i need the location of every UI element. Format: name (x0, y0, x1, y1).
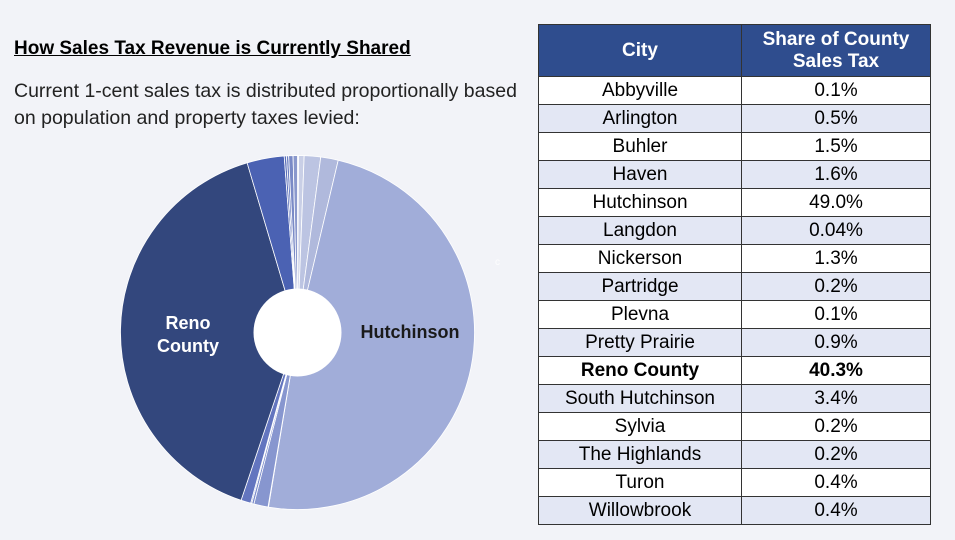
pie-center-hole (254, 289, 342, 377)
share-cell: 0.04% (742, 217, 931, 245)
table-row (539, 245, 931, 273)
share-cell: 1.6% (742, 161, 931, 189)
city-cell: The Highlands (539, 441, 742, 469)
city-cell: Langdon (539, 217, 742, 245)
city-cell: Buhler (539, 133, 742, 161)
city-cell: Haven (539, 161, 742, 189)
table-row (539, 413, 931, 441)
share-cell: 0.4% (742, 469, 931, 497)
share-cell: 0.2% (742, 441, 931, 469)
slice-label-hutchinson: Hutchinson (360, 322, 460, 342)
table-row (539, 105, 931, 133)
description-text: Current 1-cent sales tax is distributed proportionally based on population and property taxes levied: (14, 80, 517, 129)
share-cell: 0.5% (742, 105, 931, 133)
city-cell: Pretty Prairie (539, 329, 742, 357)
city-cell: Abbyville (539, 77, 742, 105)
sales-tax-pie-chart (110, 145, 485, 520)
table-row (539, 133, 931, 161)
share-cell: 1.3% (742, 245, 931, 273)
share-cell: 0.9% (742, 329, 931, 357)
share-cell: 1.5% (742, 133, 931, 161)
city-cell: Turon (539, 469, 742, 497)
share-cell: 49.0% (742, 189, 931, 217)
city-cell: Hutchinson (539, 189, 742, 217)
table-row (539, 217, 931, 245)
col-header-city: City (539, 25, 742, 77)
table-row (539, 273, 931, 301)
share-cell: 0.1% (742, 77, 931, 105)
slice-label-reno-county: Reno County (157, 313, 219, 356)
city-cell: Willowbrook (539, 497, 742, 525)
table-row (539, 357, 931, 385)
city-cell: South Hutchinson (539, 385, 742, 413)
table-row (539, 189, 931, 217)
col-header-share: Share of County Sales Tax (742, 25, 931, 77)
share-cell: 0.2% (742, 273, 931, 301)
city-cell: Nickerson (539, 245, 742, 273)
share-cell: 0.2% (742, 413, 931, 441)
share-cell: 0.4% (742, 497, 931, 525)
city-cell: Arlington (539, 105, 742, 133)
table-row (539, 385, 931, 413)
table-row (539, 497, 931, 525)
city-cell: Plevna (539, 301, 742, 329)
table-row (539, 77, 931, 105)
stray-mark: c (495, 257, 500, 268)
table-row (539, 441, 931, 469)
share-table (538, 24, 931, 525)
table-row (539, 329, 931, 357)
city-cell: Reno County (539, 357, 742, 385)
share-cell: 40.3% (742, 357, 931, 385)
table-row (539, 469, 931, 497)
table-header-row (539, 25, 931, 77)
city-cell: Partridge (539, 273, 742, 301)
share-cell: 3.4% (742, 385, 931, 413)
city-cell: Sylvia (539, 413, 742, 441)
page-heading: How Sales Tax Revenue is Currently Shared (14, 38, 411, 59)
share-cell: 0.1% (742, 301, 931, 329)
table-row (539, 161, 931, 189)
table-row (539, 301, 931, 329)
